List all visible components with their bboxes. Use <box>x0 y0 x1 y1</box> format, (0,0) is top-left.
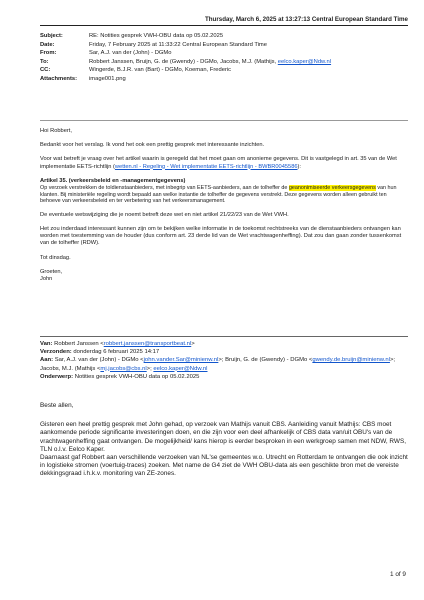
from-row <box>40 49 410 58</box>
quoted-to-d: >; <box>146 365 154 372</box>
reply-closing: Groeten, <box>40 268 63 275</box>
quoted-sent-label: Verzonden: <box>40 349 72 356</box>
quoted-to-b: >; Bruijn, G. de (Gwendy) - DGMo < <box>218 357 313 364</box>
date-row <box>40 41 410 50</box>
from-value: Sar, A.J. van der (John) - DGMo <box>89 50 172 57</box>
reply-paragraph-4: Het zou inderdaad interessant kunnen zijn om te bekijken welke informatie in de toekomst rechtstreeks van de dienstaanbieders ontvangen kan worden met toestemming van de houder (dus conform art. 23 derde lid van de Wet vrachtwagenheffing). Dat zou dan gaan zonder tussenkomst van de tolheffer (RDW). <box>40 226 402 247</box>
quoted-to-email-3[interactable]: mj.jacobs@cbs.nl <box>100 365 147 372</box>
from-label: From: <box>40 50 57 57</box>
quoted-to-label: Aan: <box>40 357 54 364</box>
quoted-message-divider <box>40 336 408 337</box>
quoted-from-row <box>40 340 410 348</box>
quoted-header <box>40 340 410 381</box>
quoted-to-email-4[interactable]: eelco.kaper@Ndw.nl <box>153 365 208 372</box>
reply-paragraph-3: De eventuele wetswijziging die je noemt betreft deze wet en niet artikel 21/22/23 van de Wet VWH. <box>40 211 289 218</box>
article-title: Artikel 35. (verkeersbeleid en -managementgegevens) <box>40 177 186 184</box>
quoted-sent-value: donderdag 6 februari 2025 14:17 <box>71 349 160 356</box>
to-value <box>89 58 410 67</box>
quoted-paragraph-2: Daarnaast gaf Robbert aan verschillende verzoeken van NL'se gemeentes w.o. Utrecht en Rotterdam te ontvangen die ook inzicht in logistieke stromen (voertuig-traces) zoeken. Met name de G4 ziet de VWH OBU-data als een geschikte bron met de vereiste dekkingsgraad i.h.k.v. monitoring van ZE-zones. <box>40 454 408 478</box>
header-divider <box>40 120 408 121</box>
attachments-row <box>40 75 410 84</box>
reply-greeting: Hoi Robbert, <box>40 128 72 134</box>
quoted-to-c: >; Jacobs, M.J. (Mathijs < <box>40 357 396 372</box>
to-recipients: Robbert Janssen, Bruijn, G. de (Gwendy) - DGMo, Jacobs, M.J. (Mathijs, <box>89 58 278 65</box>
quoted-from-label: Van: <box>40 341 53 347</box>
quoted-from-email[interactable]: robbert.janssen@transportbeat.nl <box>103 341 192 347</box>
article-text-b: van hun klanten. Bij ministeriële regeling wordt bepaald aan welke instantie de tolheffer de gegevens verstrekt. Deze gegevens worden alleen gebruikt ten behoeve van verkeersbeleid en ter verbetering van het verkeersmanagement. <box>40 185 397 205</box>
reply-paragraph-2-text: Voor wat betreft je vraag over het artikel waarin is geregeld dat het moet gaan om anonieme gegevens. Dit is vastgelegd in art. 35 van de Wet implementatie EETS-richtlijn ( <box>40 156 397 170</box>
highlighted-phrase: geanonimiseerde verkeersgegevens <box>288 185 376 192</box>
attachments-label: Attachments: <box>40 75 78 82</box>
cc-label: CC: <box>40 67 51 74</box>
quoted-subject-value: Notities gesprek VWH-OBU data op 05.02.2025 <box>73 373 200 380</box>
quoted-subject-label: Onderwerp: <box>40 373 74 380</box>
to-label: To: <box>40 58 49 65</box>
article-text-a: Op verzoek verstrekken de toldienstaanbieders, met inbegrip van EETS-aanbieders, aan de tolheffer de <box>40 185 289 192</box>
wetten-link[interactable]: wetten.nl - Regeling - Wet implementatie EETS-richtlijn - BWBR0045586 <box>114 163 298 170</box>
cc-row <box>40 66 410 75</box>
quoted-paragraph-1: Gisteren een heel prettig gesprek met John gehad, op verzoek van Mathijs vanuit CBS. Aanleiding vanuit Mathijs: CBS moet aankomende periode significante investeringen doen, en die zijn voor een deel afhankelijk of CBS data van/uit OBU's van de vrachtwagenheffing gaat ontvangen. De mogelijkheid/ kans hierop is eerder besproken in een werkgroep samen met NDW, RWS, TLN o.l.v. Eelco Kaper. <box>40 421 407 453</box>
quoted-to-email-2[interactable]: gwendy.de.bruijn@minienw.nl <box>312 357 390 364</box>
subject-row <box>40 32 410 41</box>
quoted-greeting: Beste allen, <box>40 402 74 409</box>
quoted-from-end: > <box>191 341 195 347</box>
quoted-subject-row <box>40 373 410 381</box>
reply-paragraph-2 <box>40 156 406 170</box>
top-divider <box>40 25 408 26</box>
reply-body <box>40 128 406 290</box>
quoted-to-a: Sar, A.J. van der (John) - DGMo < <box>53 357 144 364</box>
print-timestamp: Thursday, March 6, 2025 at 13:27:13 Central European Standard Time <box>205 16 408 23</box>
quoted-to-email-1[interactable]: john.vander.Sar@minienw.nl <box>143 357 219 364</box>
reply-paragraph-2-end: ): <box>297 163 302 170</box>
quoted-body <box>40 402 410 490</box>
reply-signature: John <box>40 276 53 283</box>
email-header <box>40 32 410 84</box>
quoted-from-name: Robbert Janssen < <box>52 341 104 347</box>
date-label: Date: <box>40 41 55 48</box>
article-text <box>40 185 406 205</box>
page-number: 1 of 9 <box>390 571 406 578</box>
subject-value: RE: Notities gesprek VWH-OBU data op 05.02.2025 <box>89 33 224 39</box>
quoted-to-row <box>40 356 410 372</box>
to-row <box>40 58 410 67</box>
reply-paragraph-5: Tot dinsdag. <box>40 254 71 261</box>
cc-value: Wingerde, B.J.R. van (Bart) - DGMo, Koeman, Frederic <box>89 67 232 74</box>
to-email-link[interactable]: eelco.kaper@Ndw.nl <box>277 58 332 65</box>
quoted-sent-row <box>40 348 410 356</box>
date-value: Friday, 7 February 2025 at 11:33:22 Central European Standard Time <box>89 41 267 48</box>
reply-paragraph-1: Bedankt voor het verslag. Ik vond het ook een prettig gesprek met interessante inzichten. <box>40 142 265 149</box>
subject-label: Subject: <box>40 33 63 39</box>
attachment-file[interactable]: image001.png <box>89 75 126 82</box>
